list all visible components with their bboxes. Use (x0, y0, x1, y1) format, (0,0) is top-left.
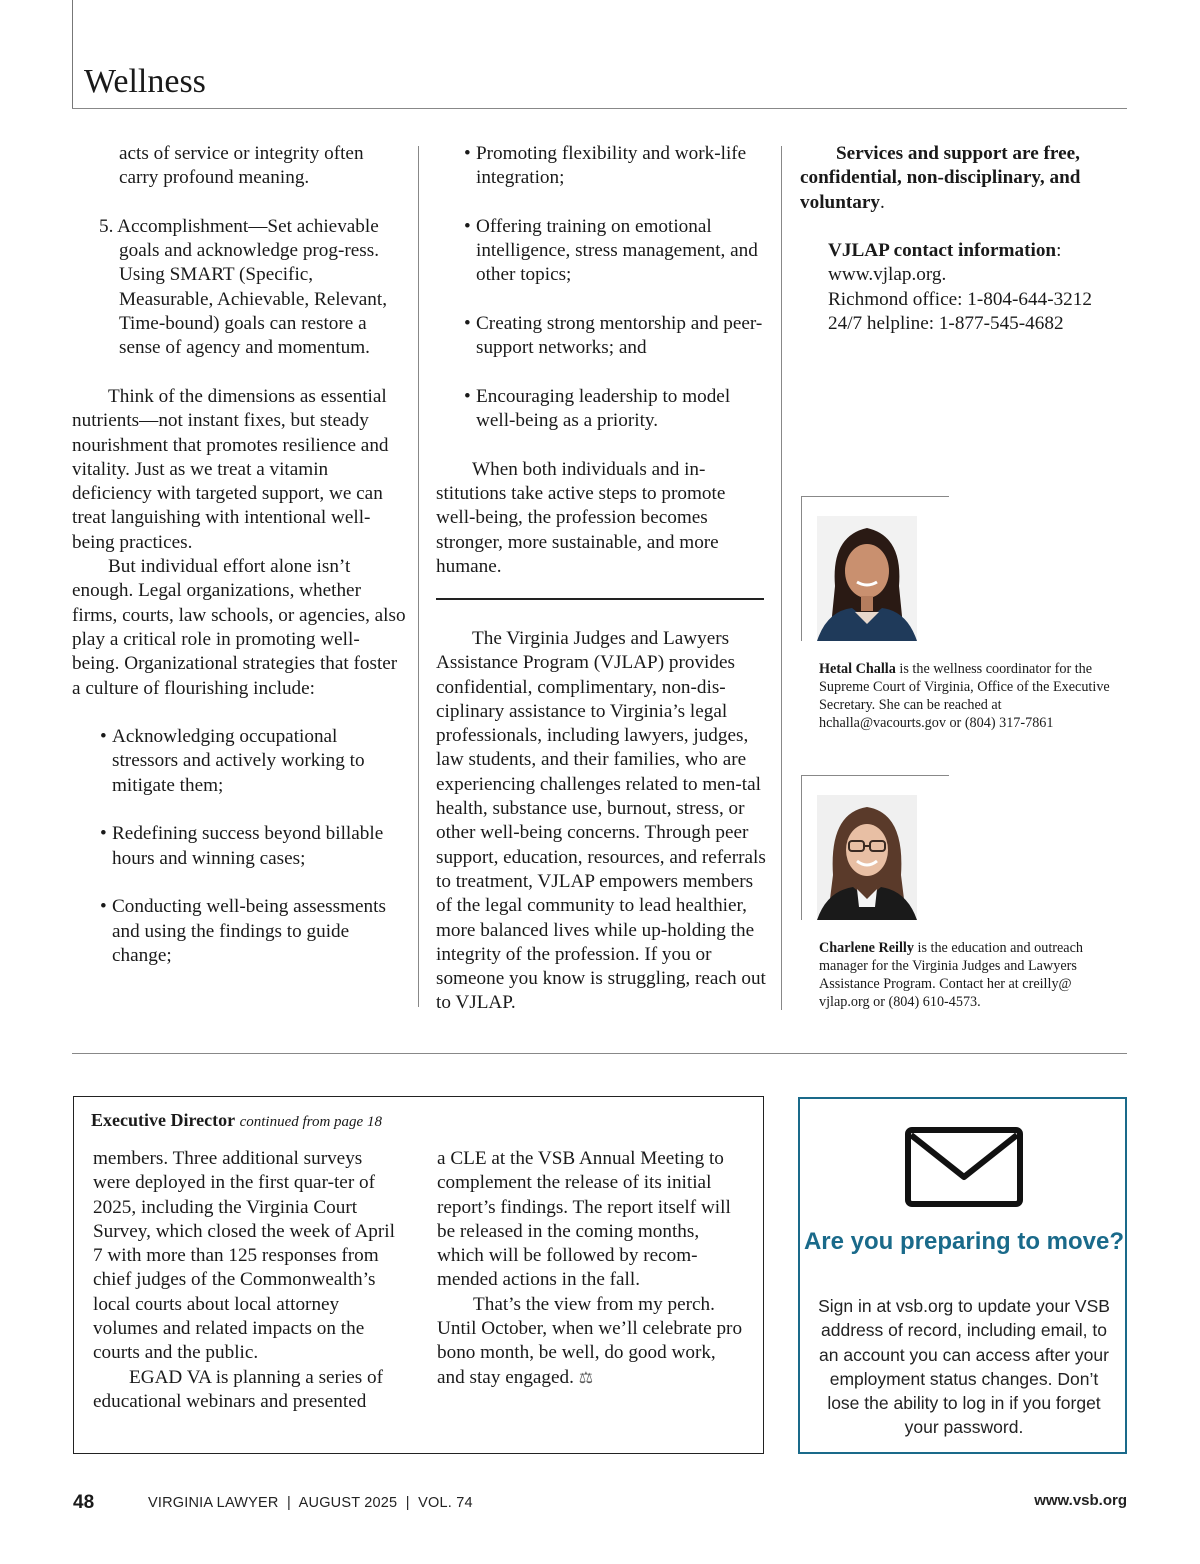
paragraph: members. Three additional surveys were deployed in the first quar-ter of 2025, including the Virginia Court Survey, which closed the week of April 7 with more than 125 responses from chief judges of the Commonwealth’s local courts about local attorney volumes and related impacts on the courts and the public. (93, 1148, 395, 1364)
move-notice-title: Are you preparing to move? (803, 1228, 1125, 1255)
portrait-hetal-challa (817, 516, 917, 641)
section-title: Wellness (84, 63, 206, 100)
contact-label: VJLAP contact information (828, 240, 1057, 262)
paragraph: a CLE at the VSB Annual Meeting to complement the release of its initial report’s findings. The report itself will be released in the coming months, which will be followed by recom-mended actions in the fall. (437, 1148, 731, 1291)
paragraph: When both individuals and in-stitutions take active steps to promote well-being, the profession becomes stronger, more sustainable, and more humane. (436, 458, 726, 578)
photo-frame-rule (801, 775, 802, 920)
article-column-1 (72, 142, 406, 968)
footer-website-link[interactable]: www.vsb.org (1034, 1492, 1127, 1509)
executive-director-column-2 (437, 1147, 747, 1390)
numbered-item-5: 5. Accomplishment—Set achievable goals and acknowledge prog-ress. Using SMART (Specific, Measurable, Achievable, Relevant, Time-bound) goals can restore a sense of agency and momentum. (99, 215, 387, 359)
bio-caption-1: Hetal Challa is the wellness coordinator for the Supreme Court of Virginia, Office of the Executive Secretary. She can be reached at hchalla@vacourts.gov or (804) 317-7861 (819, 661, 1110, 731)
column-separator-2 (781, 146, 782, 1010)
article-divider (436, 598, 764, 600)
column-separator-1 (418, 146, 419, 1007)
paragraph: Think of the dimensions as essential nutrients—not instant fixes, but steady nourishment that promotes resilience and vitality. Just as we treat a vitamin deficiency with targeted support, we can treat languishing with intentional well-being practices. (72, 385, 389, 553)
photo-frame-rule (801, 496, 949, 497)
vjlap-paragraph (436, 627, 766, 1016)
contact-helpline: 24/7 helpline: 1-877-545-4682 (828, 313, 1064, 335)
executive-director-heading: Executive Director continued from page 18 (91, 1110, 382, 1130)
photo-frame-rule (801, 496, 802, 641)
envelope-icon (905, 1127, 1023, 1207)
move-notice-body: Sign in at vsb.org to update your VSB address of record, including email, to an account you can access after your employment status changes. Don’t lose the ability to log in if you forget your password. (818, 1296, 1110, 1438)
paragraph: EGAD VA is planning a series of educational webinars and presented (93, 1366, 384, 1412)
contact-info: VJLAP contact information: www.vjlap.org. Richmond office: 1-804-644-3212 24/7 helpline: 1-877-545-4682 (800, 239, 1110, 336)
paragraph: acts of service or integrity often carry profound meaning. (119, 143, 364, 189)
section-divider (72, 1053, 1127, 1054)
article-column-3 (800, 142, 1110, 336)
contact-richmond-phone: Richmond office: 1-804-644-3212 (828, 288, 1092, 310)
paragraph: That’s the view from my perch. Until October, when we’ll celebrate pro bono month, be well, do good work, and stay engaged. ⚖ (437, 1293, 743, 1388)
list-item: • Conducting well-being assessments and using the findings to guide change; (100, 896, 386, 966)
paragraph: But individual effort alone isn’t enough. Legal organizations, whether firms, courts, law schools, or agencies, also play a critical role in promoting well-being. Organizational strategies that foster a culture of flourishing include: (72, 556, 406, 699)
bio-caption-2: Charlene Reilly is the education and outreach manager for the Virginia Judges and Lawyers Assistance Program. Contact her at creilly@ vjlap.org or (804) 610-4573. (819, 940, 1083, 1010)
list-item: • Promoting flexibility and work-life integration; (464, 143, 747, 189)
bullet-list (436, 142, 766, 434)
page-number: 48 (73, 1492, 95, 1513)
photo-frame-rule (801, 775, 949, 776)
list-item: • Redefining success beyond billable hours and winning cases; (100, 823, 384, 869)
list-item: • Encouraging leadership to model well-being as a priority. (464, 385, 731, 432)
paragraph: The Virginia Judges and Lawyers Assistance Program (VJLAP) provides confidential, complimentary, non-dis-ciplinary assistance to Virginia’s legal professionals, including lawyers, judges, law students, and their families, who are experiencing challenges related to men-tal health, substance use, burnout, stress, or other well-being concerns. Through peer support, education, resources, and referrals to treatment, VJLAP empowers members of the legal community to lead healthier, more balanced lives while up-holding the integrity of the profession. If you or someone you know is struggling, reach out to VJLAP. (436, 628, 766, 1014)
list-item: • Creating strong mentorship and peer-support networks; and (464, 313, 763, 359)
header-vertical-rule (72, 0, 73, 109)
header-horizontal-rule (72, 108, 1127, 109)
continued-note: continued from page 18 (239, 1114, 382, 1130)
executive-director-column-1 (93, 1147, 403, 1414)
portrait-charlene-reilly (817, 795, 917, 920)
list-item: • Offering training on emotional intelligence, stress management, and other topics; (464, 215, 758, 286)
bullet-list (72, 725, 406, 968)
publication-info: VIRGINIA LAWYER | AUGUST 2025 | VOL. 74 (148, 1495, 473, 1511)
article-column-2 (436, 142, 766, 579)
contact-website: www.vjlap.org. (828, 264, 947, 286)
list-item: • Acknowledging occupational stressors and actively working to mitigate them; (100, 726, 365, 796)
scales-icon: ⚖ (578, 1367, 594, 1387)
services-statement: Services and support are free, confidential, non-disciplinary, and voluntary. (800, 143, 1081, 213)
